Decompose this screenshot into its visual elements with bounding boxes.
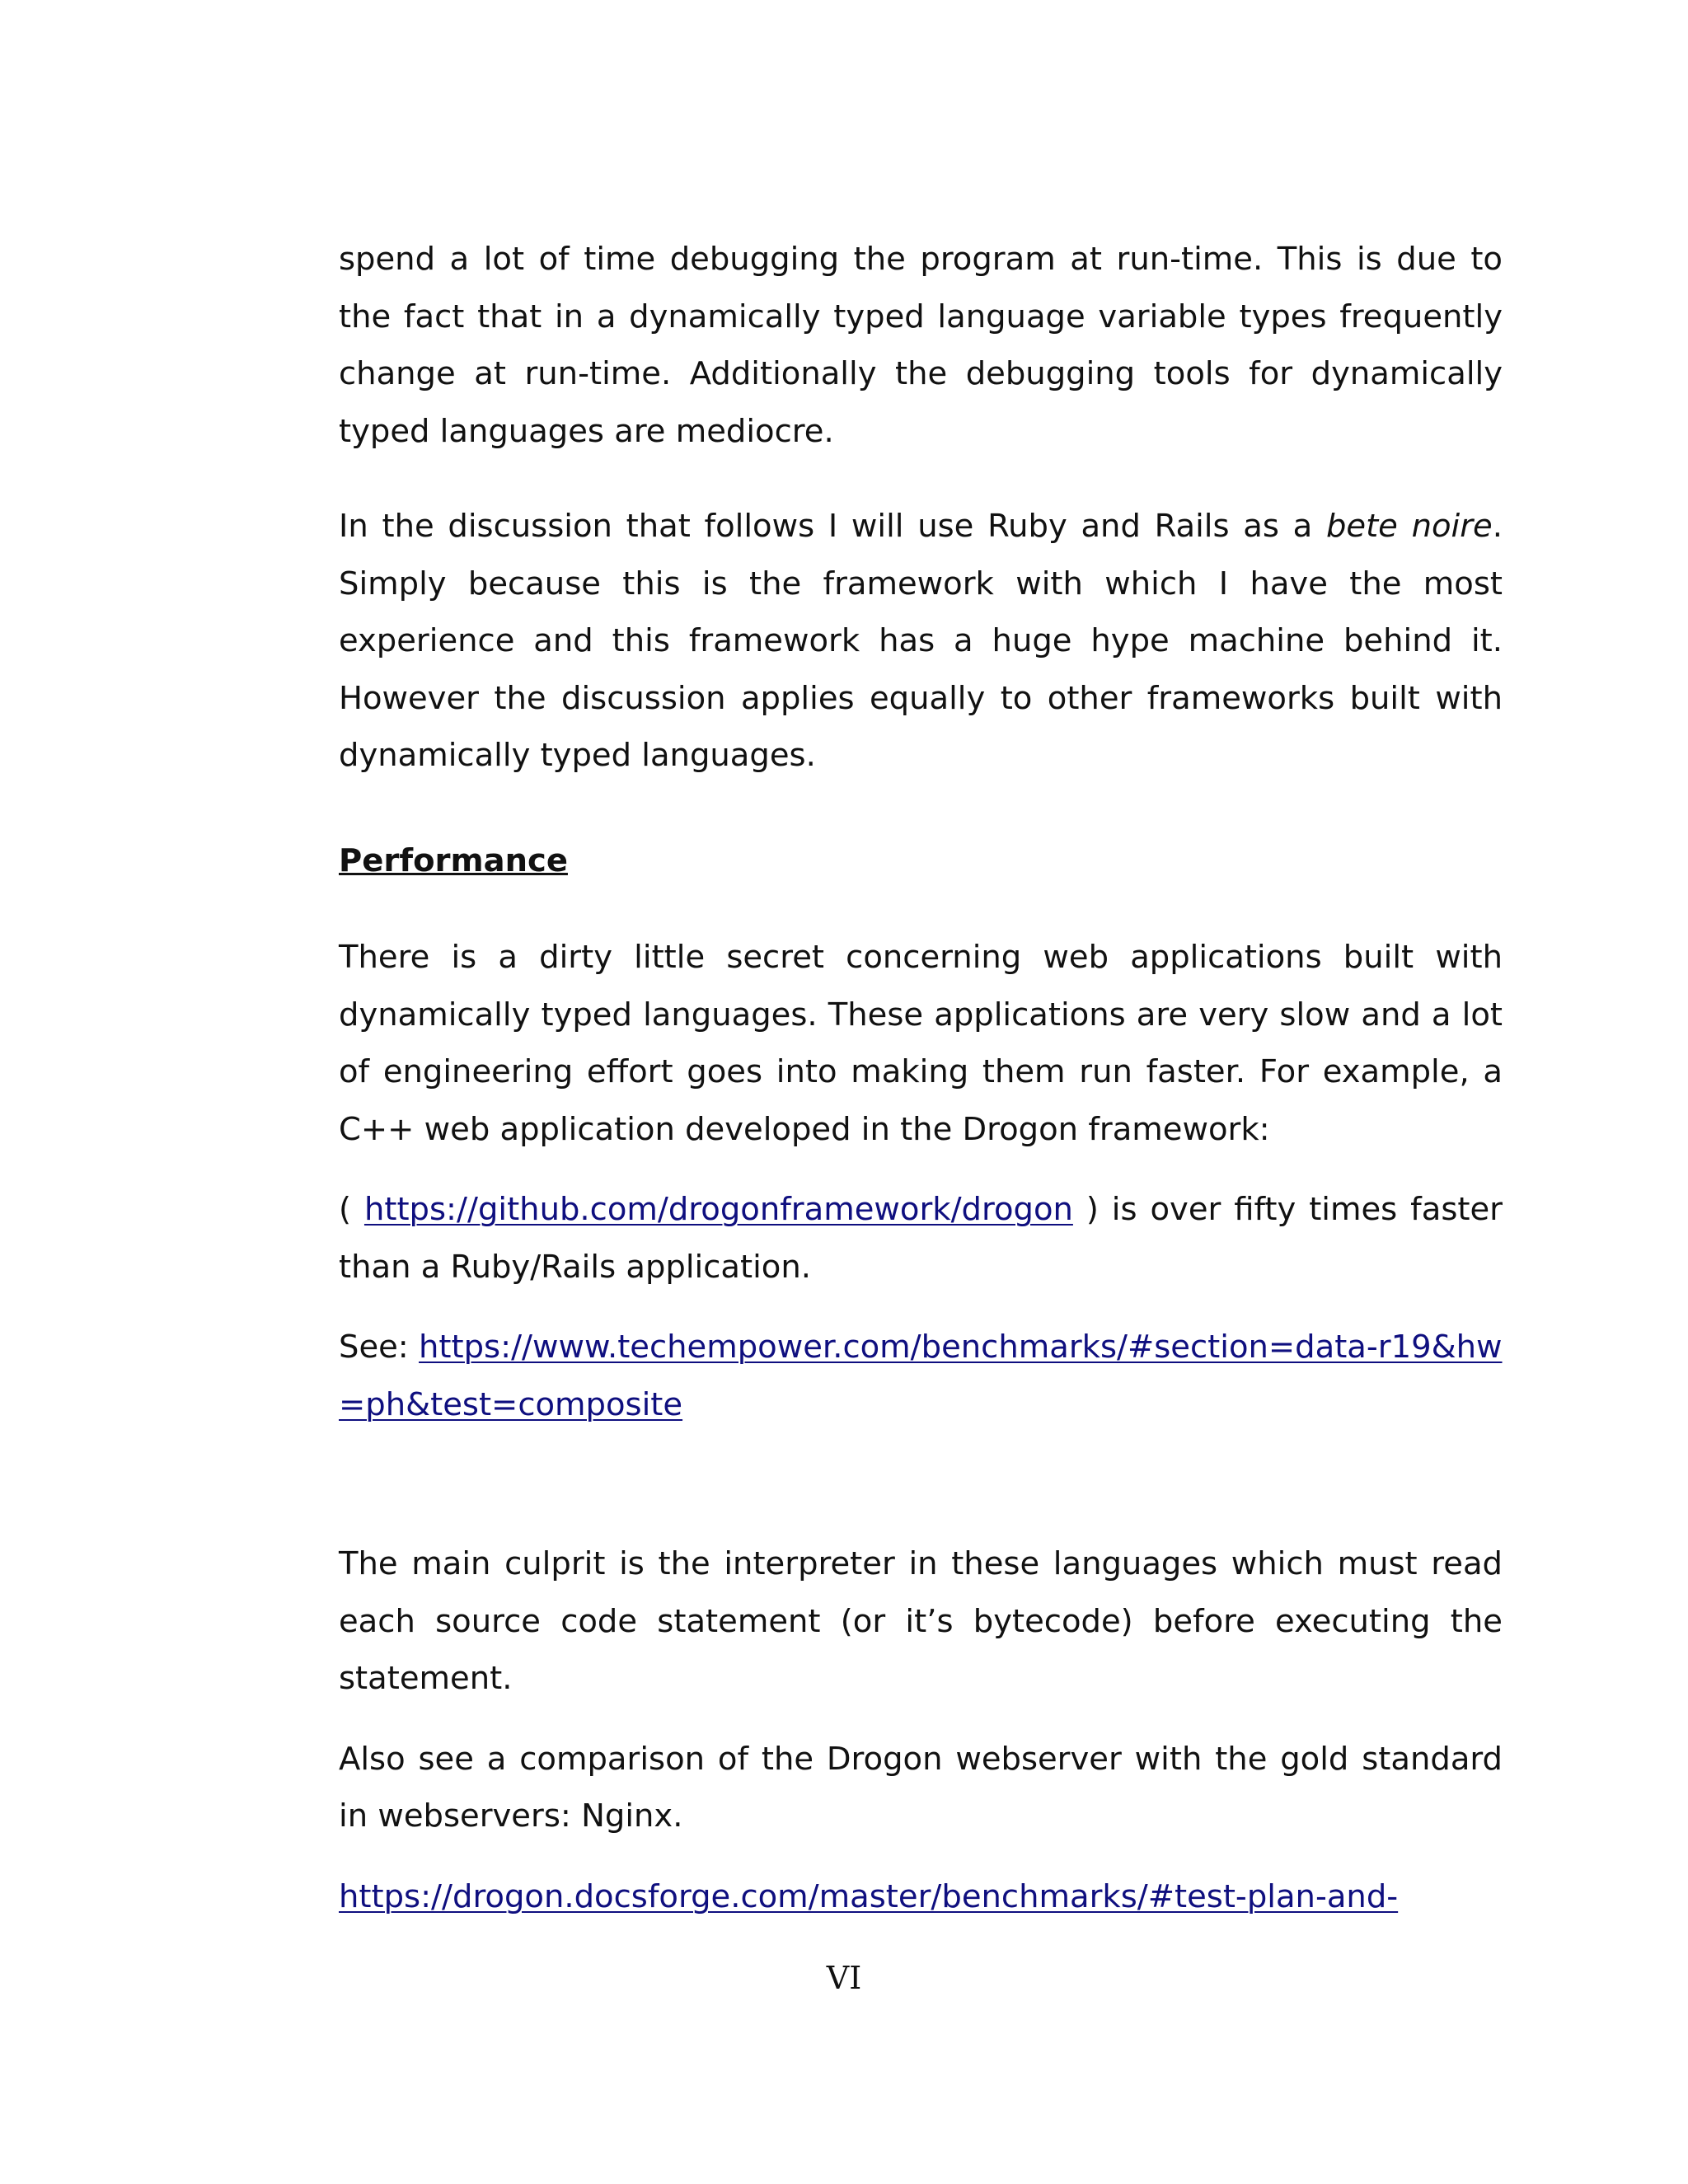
bete-noire-italic: bete noire	[1325, 508, 1493, 545]
docsforge-benchmark-link[interactable]: https://drogon.docsforge.com/master/benchmarks/#test-plan-and-	[339, 1877, 1399, 1915]
paragraph-drogon-speed	[339, 1181, 1503, 1296]
paragraph-docsforge-link	[339, 1868, 1503, 1926]
page-number: VI	[826, 1960, 862, 1996]
techempower-benchmark-link[interactable]: https://www.techempower.com/benchmarks/#section=data-r19&hw=ph&test=composite	[339, 1329, 1503, 1423]
paragraph-interpreter-culprit: The main culprit is the interpreter in these languages which must read each source code statement (or it’s bytecode) before executing the statement.	[339, 1545, 1503, 1697]
paragraph-ruby-rails-text-start: In the discussion that follows I will use Ruby and Rails as a	[339, 508, 1326, 545]
paragraph-ruby-rails-text-end: . Simply because this is the framework with which I have the most experience and this framework has a huge hype machine behind it. However the discussion applies equally to other frameworks built with dynamically typed languages.	[339, 508, 1503, 774]
page-body	[339, 231, 1503, 1925]
see-label: See:	[339, 1329, 420, 1366]
paragraph-drogon-speed-text: ) is over fifty times faster than a Ruby/Rails application.	[339, 1191, 1503, 1286]
open-paren: (	[339, 1191, 364, 1228]
section-heading-performance: Performance	[339, 841, 568, 879]
paragraph-debugging: spend a lot of time debugging the program at run-time. This is due to the fact that in a dynamically typed language variable types frequently change at run-time. Additionally the debugging tools for dynamically typed languages are mediocre.	[339, 241, 1503, 450]
paragraph-see-benchmarks	[339, 1319, 1503, 1433]
paragraph-dirty-secret: There is a dirty little secret concerning web applications built with dynamically typed languages. These applications are very slow and a lot of engineering effort goes into making them run faster. For example, a C++ web application developed in the Drogon framework:	[339, 939, 1503, 1148]
paragraph-nginx-comparison: Also see a comparison of the Drogon webserver with the gold standard in webservers: Nginx.	[339, 1740, 1503, 1835]
drogon-github-link[interactable]: https://github.com/drogonframework/drogon	[363, 1191, 1073, 1228]
paragraph-ruby-rails	[339, 498, 1503, 785]
